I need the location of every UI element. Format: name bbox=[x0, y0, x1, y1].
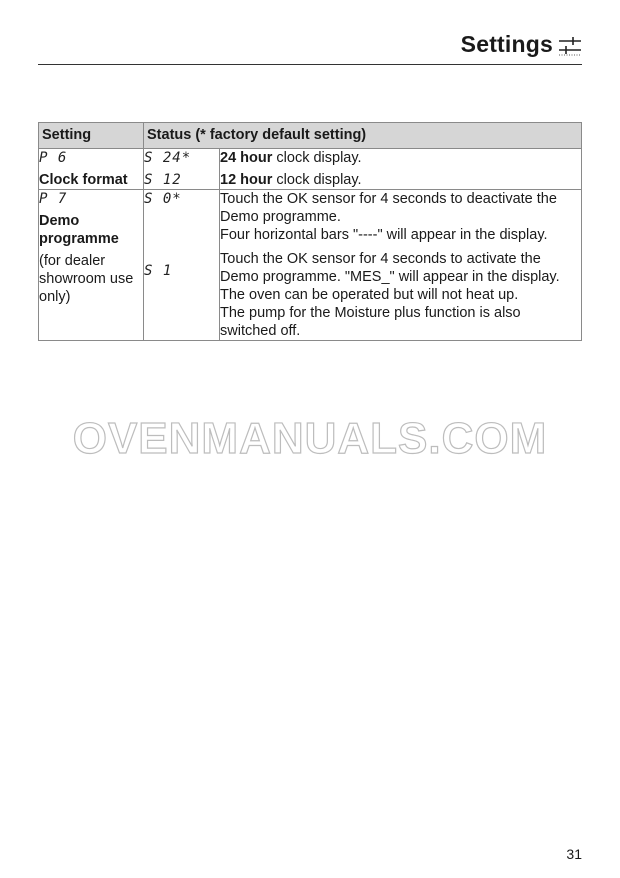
setting-name-p6: Clock format bbox=[39, 172, 128, 188]
status-code: S 0* bbox=[144, 191, 182, 207]
header-divider bbox=[38, 64, 582, 65]
setting-cell-p6 bbox=[39, 149, 144, 190]
header-status: Status (* factory default setting) bbox=[144, 123, 582, 149]
watermark: OVENMANUALS.COM bbox=[72, 414, 548, 463]
status-desc: 12 hour clock display. bbox=[220, 172, 362, 188]
table-header-row bbox=[39, 123, 582, 149]
settings-sliders-icon bbox=[558, 36, 582, 56]
status-desc: The pump for the Moisture plus function is also switched off. bbox=[220, 305, 521, 339]
status-desc: Four horizontal bars "----" will appear in the display. bbox=[220, 227, 548, 243]
status-desc-cell-p6 bbox=[220, 149, 582, 190]
setting-note-p7: (for dealer showroom use only) bbox=[39, 253, 134, 305]
setting-cell-p7 bbox=[39, 190, 144, 341]
status-desc: Touch the OK sensor for 4 seconds to deactivate the Demo programme. bbox=[220, 191, 557, 225]
status-code-cell-p7 bbox=[144, 190, 220, 341]
table-row-p7 bbox=[39, 190, 582, 341]
status-code: S 24* bbox=[144, 150, 192, 166]
status-code: S 12 bbox=[144, 172, 182, 188]
setting-code-p6: P 6 bbox=[39, 150, 68, 166]
header-setting: Setting bbox=[39, 123, 144, 149]
page-title: Settings bbox=[460, 31, 553, 57]
status-desc-cell-p7 bbox=[220, 190, 582, 341]
table-row-p6 bbox=[39, 149, 582, 190]
status-desc: The oven can be operated but will not heat up. bbox=[220, 287, 519, 303]
page-number: 31 bbox=[566, 846, 582, 862]
settings-table bbox=[38, 122, 582, 341]
status-desc: Touch the OK sensor for 4 seconds to activate the Demo programme. "MES_" will appear in the display. bbox=[220, 251, 560, 285]
status-code-cell-p6 bbox=[144, 149, 220, 190]
status-desc: 24 hour clock display. bbox=[220, 150, 362, 166]
setting-name-p7: Demo programme bbox=[39, 213, 119, 247]
status-code: S 1 bbox=[144, 263, 173, 279]
setting-code-p7: P 7 bbox=[39, 191, 68, 207]
